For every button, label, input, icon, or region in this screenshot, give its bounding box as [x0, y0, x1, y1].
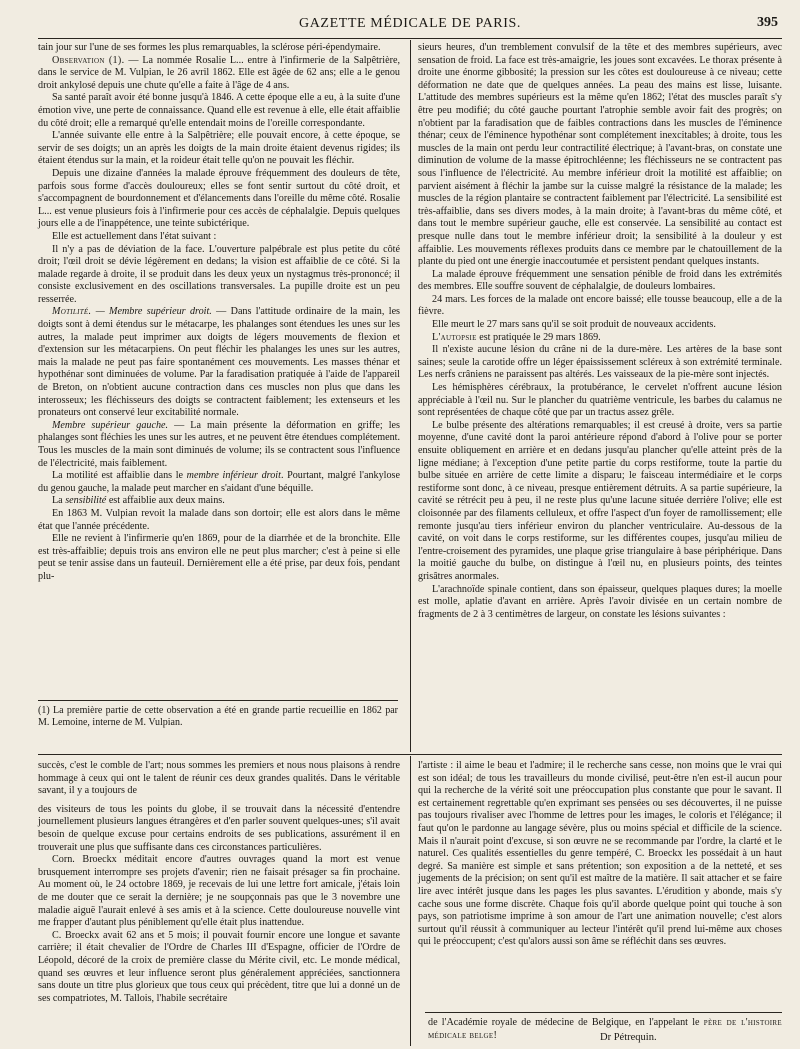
lower-right-column — [418, 760, 782, 949]
paragraph-text: est affaiblie aux deux mains. — [106, 495, 225, 507]
continuation-rule — [425, 1012, 782, 1013]
paragraph-text: de l'Académie royale de médecine de Belgique, en l'appelant le — [428, 1017, 704, 1028]
page-number: 395 — [757, 15, 778, 30]
lower-left-column — [38, 760, 400, 1005]
paragraph: 24 mars. Les forces de la malade ont encore baissé; elle tousse beaucoup, elle a de la fièvre. — [418, 293, 782, 318]
paragraph: Il n'y a pas de déviation de la face. L'ouverture palpébrale est plus petite du côté droit; l'œil droit se dévie légèrement en dedans; la vision est affaiblie de ce côté. Si la malade regarde à droite, il se produit dans les deux yeux un nystagmus très-prononcé; il consiste exclusivement en des oscillations transversales. La pupille droite est un peu resserrée. — [38, 243, 400, 305]
paragraph-text: — La main présente la déformation en griffe; les phalanges sont fléchies les unes sur les autres, et ne peuvent être étendues complétement. Tous les muscles de la main sont diminués de volume; ils se contractent sous l'influence de l'électricité, mais faiblement. — [38, 419, 400, 469]
journal-title: GAZETTE MÉDICALE DE PARIS. — [299, 16, 521, 31]
paragraph: sieurs heures, d'un tremblement convulsif de la tête et des membres supérieurs, avec sensation de froid. La face est très-amaigrie, les joues sont excavées. Le thorax présente à droite une énorme gibbosité; la pression sur les côtes est douloureuse à ce niveau; cette déformation ne date que de quelques années. La peau des mains est lisse, luisante. L'attitude des membres supérieurs est la même qu'en 1862; l'état des muscles paraît s'y être peu modifié; du côté gauche pourtant l'atrophie semble avoir fait des progrès; on n'obtient par la faradisation que de faibles contractions dans les muscles de l'éminence thénar; ceux de l'éminence hypothénar sont complétement inexcitables; à droite, tous les muscles de la main ont perdu leur contractilité électrique; à l'avant-bras, on constate une diminution de volume de la masse épitrochléenne; les fléchisseurs ne se contractent pas sous l'influence de l'électricité. Au membre inférieur droit la motilité est affaiblie; on parvient aisément à fléchir la jambe sur la cuisse malgré la résistance de la malade; les muscles de la région plantaire se contractent faiblement par l'électricité. La sensibilité est très-affaiblie, dans ses divers modes, à la main droite; à l'avant-bras du même côté, et dans tout le membre supérieur gauche, elle est conservée. La sensibilité au contact est presque nulle dans tout le membre inférieur droit; la sensibilité à la douleur y est affaiblie. Les mouvements réflexes produits dans ce membre par le chatouillement de la plante du pied ont une énergie inaccoutumée et persistent pendant quelques instants. — [418, 42, 782, 268]
paragraph: L'année suivante elle entre à la Salpêtrière; elle pouvait encore, à cette époque, se servir de ses doigts; un an après les doigts de la main droite étaient devenus rigides; ils étaient étendus sur la main, et la roideur était telle qu'on ne pouvait les fléchir. — [38, 130, 400, 167]
paragraph-text: La — [52, 495, 66, 507]
paragraph: En 1863 M. Vulpian revoit la malade dans son dortoir; elle est alors dans le même état que l'année précédente. — [38, 507, 400, 532]
signature: Dr Pétrequin. — [600, 1032, 657, 1043]
running-header — [38, 14, 782, 36]
section-rule — [38, 754, 782, 755]
paragraph-text: est pratiquée le 29 mars 1869. — [476, 331, 601, 343]
paragraph — [418, 332, 782, 345]
autopsy-label: L'autopsie — [432, 331, 477, 343]
observation-label: Observation (1). — [52, 54, 125, 66]
paragraph-text: — La nommée Rosalie L... entre à l'infirmerie de la Salpêtrière, dans le service de M. Vulpian, le 26 avril 1862. Elle est âgée de 62 ans; elle a le genou droit ankylosé depuis une chute qu'elle a faite à l'âge de 4 ans. — [38, 54, 401, 91]
paragraph: Depuis une dizaine d'années la malade éprouve fréquemment des douleurs de tête, parfois sous forme d'accès douloureux; elles se font sentir surtout du côté droit, et s'accompagnent de bourdonnement et d'élancements dans l'oreille du même côté. Rosalie L... est venue plusieurs fois à l'infirmerie pour ces accès de céphalalgie. Depuis quelques jours elle a de l'inappétence, une teinte subictérique. — [38, 167, 400, 230]
paragraph: C. Broeckx avait 62 ans et 5 mois; il pouvait fournir encore une longue et savante carrière; il était chevalier de l'Ordre de Charles III d'Espagne, officier de l'Ordre de Léopold, décoré de la croix de première classe du Mérite civil, etc. Le monde médical, quand ses œuvres et leur influence seront plus généralement appréciées, sanctionnera sans doute un titre plus glorieux que tous ceux qui précèdent, titre que lui a donné un de ses compatriotes, M. Tallois, l'habile secrétaire — [38, 929, 400, 1004]
paragraph: Sa santé paraît avoir été bonne jusqu'à 1846. A cette époque elle a eu, à la suite d'une émotion vive, une perte de connaissance. Quand elle est revenue à elle, elle était affaiblie du côté droit; elle a remarqué qu'elle entendait moins de l'oreille correspondante. — [38, 92, 400, 129]
column-divider — [410, 756, 411, 1046]
paragraph: Le bulbe présente des altérations remarquables; il est creusé à droite, vers sa partie moyenne, d'une cavité dont la paroi antérieure répond d'abord à l'olive pour se porter ensuite obliquement en arrière et en dedans jusqu'au plancher qu'elle atteint près de la ligne médiane; à l'exception d'une petite partie du corps restiforme, toute la partie du bulbe située en arrière de cette limite a disparu; le faisceau intermédiaire et le corps restiforme sont donc, à ce niveau, presque entièrement détruits. A sa partie supérieure, la cavité se rétrécit peu à peu, il ne reste plus qu'une lacune située derrière l'olive; elle est cloisonnée par des filaments celluleux, et offre l'aspect d'un foyer de ramollissement; elle remonte jusqu'au tiers inférieur environ du plancher ventriculaire. Au-dessous de la cavité, on voit dans le corps restiforme, sur les différentes coupes, jusqu'au milieu de l'entre-croisement des pyramides, une plaque grise triangulaire à base périphérique. Dans la moitié gauche du bulbe, on distingue à l'œil nu, en plusieurs points, des teintes grisâtres anormales. — [418, 419, 782, 582]
paragraph — [38, 470, 400, 495]
paragraph: Corn. Broeckx méditait encore d'autres ouvrages quand la mort est venue brusquement interrompre ses projets d'avenir; rien ne faisait présager sa fin prochaine. Au moment où, le 24 octobre 1869, je recevais de lui une lettre fort amicale, j'étais loin de me douter que ce serait la dernière; je ne soupçonnais pas que le 3 novembre une maladie aiguë l'aurait enlevé à ses amis et à la science. Cette douloureuse nouvelle vint me frapper d'autant plus péniblement qu'elle était plus inattendue. — [38, 854, 400, 929]
paragraph: l'artiste : il aime le beau et l'admire; il le recherche sans cesse, non moins que le vrai qui est son idéal; de tous les travailleurs du monde civilisé, peut-être n'en est-il aucun pour qui la recherche de la vérité soit une préoccupation plus constante que pour le savant. Il est certainement regrettable qu'en exprimant ses pensées ou ses découvertes, il ne puisse pas toujours rivaliser avec l'homme de lettres pour les images, le coloris et l'élégance; il faut qu'on le pardonne au langage sévère, plus ou moins spécial et difficile de la science. Mais il n'aurait point d'excuse, si son œuvre ne se recommande par l'ordre, la clarté et le naturel. Ces qualités essentielles du genre tempéré, C. Broeckx les possédait à un haut degré. Sa manière est simple et sans prétention; son exposition a de la netteté, et ses jugements de la précision; on sent qu'il est maître de la matière. Il sait attacher et se faire lire avec intérêt jusque dans les pages les plus savantes. L'érudition y abonde, mais s'y cache sous une forme discrète. Chaque fois qu'il aborde quelque point qui touche à son pays, son patriotisme imprime à son amour de l'art une animation nouvelle; c'est alors surtout qu'il réussit à communiquer au lecteur l'intérêt qu'il prend lui-même aux choses qui le préoccupent; c'est qu'alors aussi son âme se réfléchit dans ses œuvres. — [418, 760, 782, 948]
paragraph: Les hémisphères cérébraux, la protubérance, le cervelet n'offrent aucune lésion appréciable à l'œil nu. Sur le plancher du quatrième ventricule, les barbes du calamus ne sont représentées de chaque côté que par un tractus assez grêle. — [418, 382, 782, 419]
paragraph: Il n'existe aucune lésion du crâne ni de la dure-mère. Les artères de la base sont saines; seule la carotide offre un léger épaississement scléreux à son extrémité terminale. Les nerfs crâniens ne paraissent pas altérés. Les vaisseaux de la pie-mère sont injectés. — [418, 344, 782, 381]
emphasis: sensibilité — [65, 495, 107, 507]
paragraph — [38, 420, 400, 470]
footnote-rule — [38, 700, 398, 701]
upper-right-column — [418, 42, 782, 621]
paragraph: succès, c'est le comble de l'art; nous sommes les premiers et nous nous plaisons à rendre hommage à ceux qui ont le talent de réunir ces deux grandes qualités. Dans le véritable savant, il y a toujours de — [38, 760, 400, 797]
paragraph-text: — Dans l'attitude ordinaire de la main, les doigts sont à demi étendus sur le métacarpe, les phalanges sont étendues les unes sur les autres, la malade peut imprimer aux doigts de légers mouvements de flexion et d'extension sur les métacarpiens. On peut fléchir les phalanges les unes sur les autres, mais la malade ne peut pas faire spontanément ces mouvements. Les masses thénar et hypothénar sont diminuées de volume. Par la faradisation pratiquée à l'aide de l'appareil de Breton, on n'obtient aucune contraction dans ces muscles non plus que dans les interosseux; les fléchisseurs des doigts se contractent faiblement; les extenseurs et les pronateurs ont conservé leur excitabilité normale. — [38, 306, 400, 419]
paragraph — [38, 495, 400, 508]
paragraph-text: La motilité est affaiblie dans le — [52, 470, 187, 482]
paragraph — [38, 306, 400, 419]
emphasis: père de l'histoire médicale belge! — [428, 1017, 782, 1041]
paragraph: des visiteurs de tous les points du globe, il se trouvait dans la nécessité d'entendre journellement plusieurs langues étrangères et d'en parler souvent quelques-unes; s'il avait besoin de quelque excuse pour certains endroits de ses publications, assurément il en trouverait une plus que suffisante dans ces circonstances particulières. — [38, 803, 400, 853]
paragraph: tain jour sur l'une de ses formes les plus remarquables, la sclérose péri-épendymaire. — [38, 42, 381, 53]
header-rule — [38, 38, 782, 39]
paragraph: La malade éprouve fréquemment une sensation pénible de froid dans les extrémités des membres. Elle souffre souvent de céphalalgie, de douleurs lombaires. — [418, 268, 782, 293]
paragraph — [38, 55, 400, 93]
upper-left-column — [38, 42, 400, 584]
subheading: Membre supérieur gauche. — [52, 419, 169, 431]
footnote: (1) La première partie de cette observation a été en grande partie recueillie en 1862 par M. Lemoine, interne de M. Vulpian. — [38, 705, 398, 729]
paragraph: Elle meurt le 27 mars sans qu'il se soit produit de nouveaux accidents. — [432, 319, 716, 331]
paragraph: Elle ne revient à l'infirmerie qu'en 1869, pour de la diarrhée et de la bronchite. Elle est très-affaiblie; depuis trois ans environ elle ne peut plus marcher; c'est à peine si elle peut se tenir assise dans un fauteuil. Dernièrement elle a été prise, par deux fois, pendant plu- — [38, 533, 400, 582]
paragraph-text: . Pourtant, malgré l'ankylose du genou gauche, la malade peut marcher en s'aidant d'une béquille. — [38, 470, 400, 494]
paragraph: Elle est actuellement dans l'état suivant : — [52, 230, 217, 242]
paragraph: L'arachnoïde spinale contient, dans son épaisseur, quelques plaques dures; la moelle est molle, aplatie d'avant en arrière. Après l'avoir divisée en un certain nombre de fragments de 2 à 3 centimètres de largeur, on constate les lésions suivantes : — [418, 583, 782, 620]
emphasis: membre inférieur droit — [186, 470, 281, 482]
motility-label: Motilité. — [52, 306, 92, 318]
subheading: — Membre supérieur droit. — [95, 306, 212, 318]
column-divider — [410, 40, 411, 752]
